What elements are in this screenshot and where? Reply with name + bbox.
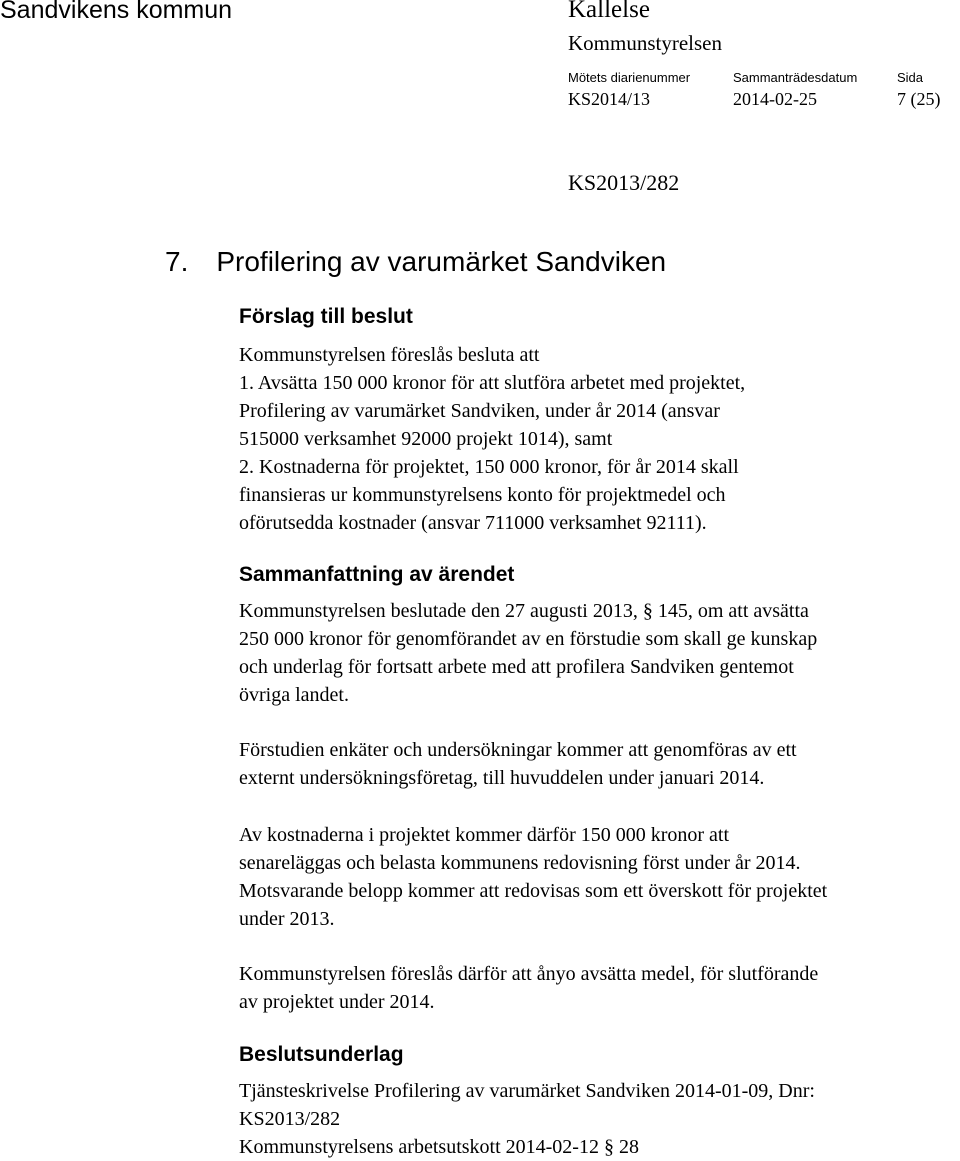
- basis-body: [239, 1077, 954, 1161]
- basis-line: KS2013/282: [239, 1108, 341, 1130]
- proposal-line: 1. Avsätta 150 000 kronor för att slutföra arbetet med projektet,: [239, 372, 746, 394]
- basis-heading: Beslutsunderlag: [239, 1043, 404, 1066]
- proposal-line: finansieras ur kommunstyrelsens konto för projektmedel och: [239, 484, 726, 506]
- document-type: Kallelse: [568, 0, 650, 23]
- proposal-line: 515000 verksamhet 92000 projekt 1014), samt: [239, 428, 613, 450]
- summary-paragraph-2: [239, 736, 954, 792]
- summary-paragraph-3: [239, 821, 954, 933]
- summary-line: senareläggas och belasta kommunens redovisning först under år 2014.: [239, 852, 801, 874]
- summary-line: Förstudien enkäter och undersökningar kommer att genomföras av ett: [239, 739, 797, 761]
- summary-line: Motsvarande belopp kommer att redovisas som ett överskott för projektet: [239, 880, 828, 902]
- proposal-line: Kommunstyrelsen föreslås besluta att: [239, 344, 540, 366]
- case-number: KS2013/282: [568, 170, 680, 195]
- proposal-line: 2. Kostnaderna för projektet, 150 000 kronor, för år 2014 skall: [239, 456, 739, 478]
- summary-paragraph-4: [239, 960, 954, 1016]
- basis-line: Tjänsteskrivelse Profilering av varumärket Sandviken 2014-01-09, Dnr:: [239, 1080, 815, 1102]
- committee-name: Kommunstyrelsen: [568, 31, 722, 55]
- page-label: Sida: [897, 70, 924, 85]
- proposal-body: [239, 341, 954, 537]
- proposal-heading: Förslag till beslut: [239, 305, 413, 328]
- meeting-number-label: Mötets diarienummer: [568, 70, 691, 85]
- proposal-line: oförutsedda kostnader (ansvar 711000 verksamhet 92111).: [239, 512, 707, 534]
- summary-line: Av kostnaderna i projektet kommer därför 150 000 kronor att: [239, 824, 730, 846]
- summary-heading: Sammanfattning av ärendet: [239, 563, 515, 586]
- proposal-line: Profilering av varumärket Sandviken, under år 2014 (ansvar: [239, 400, 720, 422]
- summary-line: av projektet under 2014.: [239, 991, 435, 1013]
- summary-line: Kommunstyrelsen föreslås därför att ånyo avsätta medel, för slutförande: [239, 963, 819, 985]
- summary-line: externt undersökningsföretag, till huvuddelen under januari 2014.: [239, 767, 765, 789]
- page-value: 7 (25): [897, 89, 941, 109]
- basis-line: Kommunstyrelsens arbetsutskott 2014-02-12 § 28: [239, 1136, 639, 1158]
- summary-line: Kommunstyrelsen beslutade den 27 augusti 2013, § 145, om att avsätta: [239, 600, 809, 622]
- meeting-number-value: KS2014/13: [568, 89, 651, 109]
- item-title: 7. Profilering av varumärket Sandviken: [165, 246, 667, 277]
- meeting-date-label: Sammanträdesdatum: [733, 70, 858, 85]
- meeting-date-value: 2014-02-25: [733, 89, 817, 109]
- summary-line: övriga landet.: [239, 684, 349, 706]
- summary-line: under 2013.: [239, 908, 335, 930]
- summary-paragraph-1: [239, 597, 954, 709]
- summary-line: och underlag för fortsatt arbete med att profilera Sandviken gentemot: [239, 656, 794, 678]
- summary-line: 250 000 kronor för genomförandet av en förstudie som skall ge kunskap: [239, 628, 818, 650]
- organization-name: Sandvikens kommun: [0, 0, 233, 24]
